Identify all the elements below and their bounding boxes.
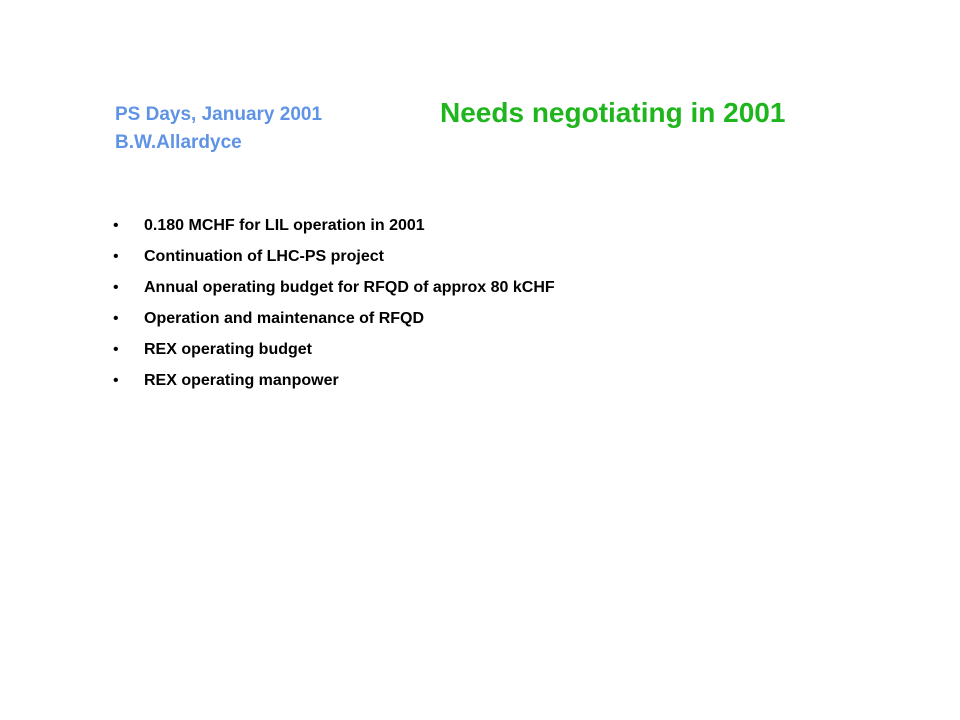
bullet-text: 0.180 MCHF for LIL operation in 2001 [144, 217, 425, 234]
bullet-marker: • [113, 279, 119, 296]
slide-title: Needs negotiating in 2001 [440, 97, 786, 128]
bullet-marker: • [113, 248, 119, 265]
bullet-list [113, 210, 555, 396]
bullet-marker: • [113, 372, 119, 389]
bullet-item [113, 210, 555, 241]
bullet-item [113, 303, 555, 334]
bullet-item [113, 334, 555, 365]
bullet-text: REX operating manpower [144, 372, 339, 389]
bullet-text: Operation and maintenance of RFQD [144, 310, 425, 327]
event-label: PS Days, January 2001 [115, 104, 323, 125]
slide-header [115, 101, 322, 157]
bullet-item [113, 272, 555, 303]
bullet-marker: • [113, 217, 119, 234]
bullet-marker: • [113, 341, 119, 358]
bullet-item [113, 365, 555, 396]
bullet-text: Annual operating budget for RFQD of approx 80 kCHF [144, 279, 555, 296]
bullet-item [113, 241, 555, 272]
bullet-text: Continuation of LHC-PS project [144, 248, 384, 265]
author-label: B.W.Allardyce [115, 132, 242, 153]
bullet-text: REX operating budget [144, 341, 312, 358]
bullet-marker: • [113, 310, 119, 327]
